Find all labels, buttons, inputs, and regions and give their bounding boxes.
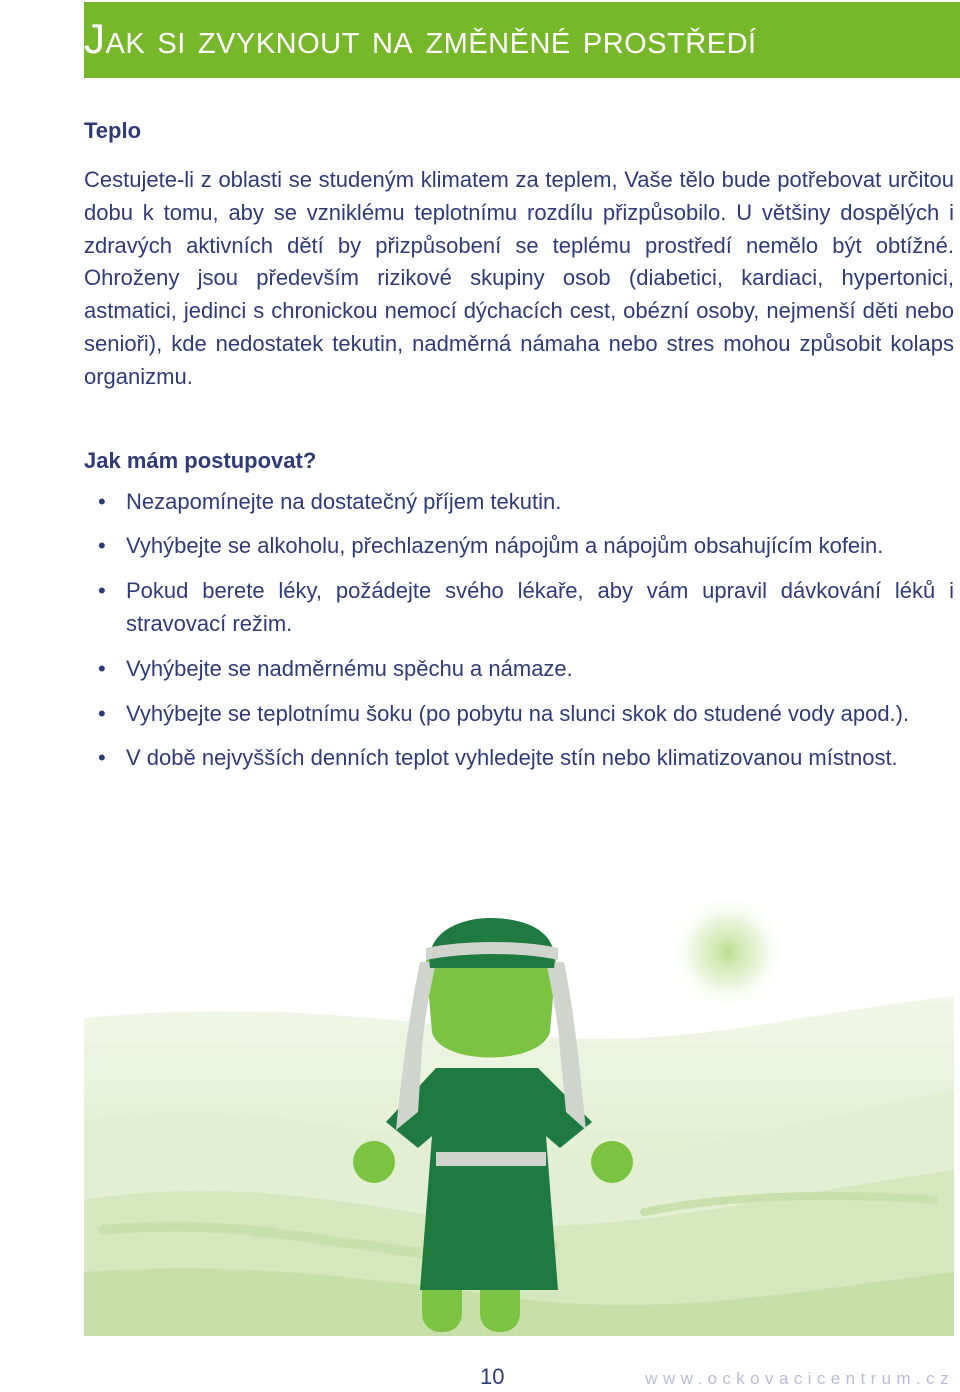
page-number: 10 — [480, 1364, 505, 1389]
list-item: • Nezapomínejte na dostatečný příjem tekutin. — [84, 486, 954, 519]
list-item: • Vyhýbejte se alkoholu, přechlazeným nápojům a nápojům obsahujícím kofein. — [84, 530, 954, 563]
tips-list — [84, 486, 954, 776]
section-heading: Teplo — [84, 118, 142, 143]
main-content — [84, 118, 954, 787]
page-title: Jak si zvyknout na změněné prostředí — [84, 15, 757, 62]
list-item: • Vyhýbejte se teplotnímu šoku (po pobytu na slunci skok do studené vody apod.). — [84, 698, 954, 731]
website-url: www.ockovacicentrum.cz — [645, 1369, 954, 1388]
intro-paragraph: Cestujete-li z oblasti se studeným klimatem za teplem, Vaše tělo bude potřebovat určitou dobu k tomu, aby se vzniklému teplotnímu rozdílu přizpůsobilo. U většiny dospělých i zdravých aktivních dětí by přizpůsobení se teplému prostředí nemělo být obtížné. Ohroženy jsou především rizikové skupiny osob (diabetici, kardiaci, hypertonici, astmatici, jedinci s chronickou nemocí dýchacích cest, obézní osoby, nejmenší děti nebo senioři), kde nedostatek tekutin, nadměrná námaha nebo stres mohou způsobit kolaps organizmu. — [84, 167, 954, 389]
list-item: • V době nejvyšších denních teplot vyhledejte stín nebo klimatizovanou místnost. — [84, 742, 954, 775]
list-item: • Vyhýbejte se nadměrnému spěchu a námaze. — [84, 653, 954, 686]
desert-illustration — [84, 900, 954, 1336]
sun-glow-icon — [670, 900, 786, 1010]
sub-heading: Jak mám postupovat? — [84, 447, 317, 473]
list-item: • Pokud berete léky, požádejte svého lékaře, aby vám upravil dávkování léků i stravovací režim. — [84, 575, 954, 641]
header-bar — [84, 2, 960, 78]
